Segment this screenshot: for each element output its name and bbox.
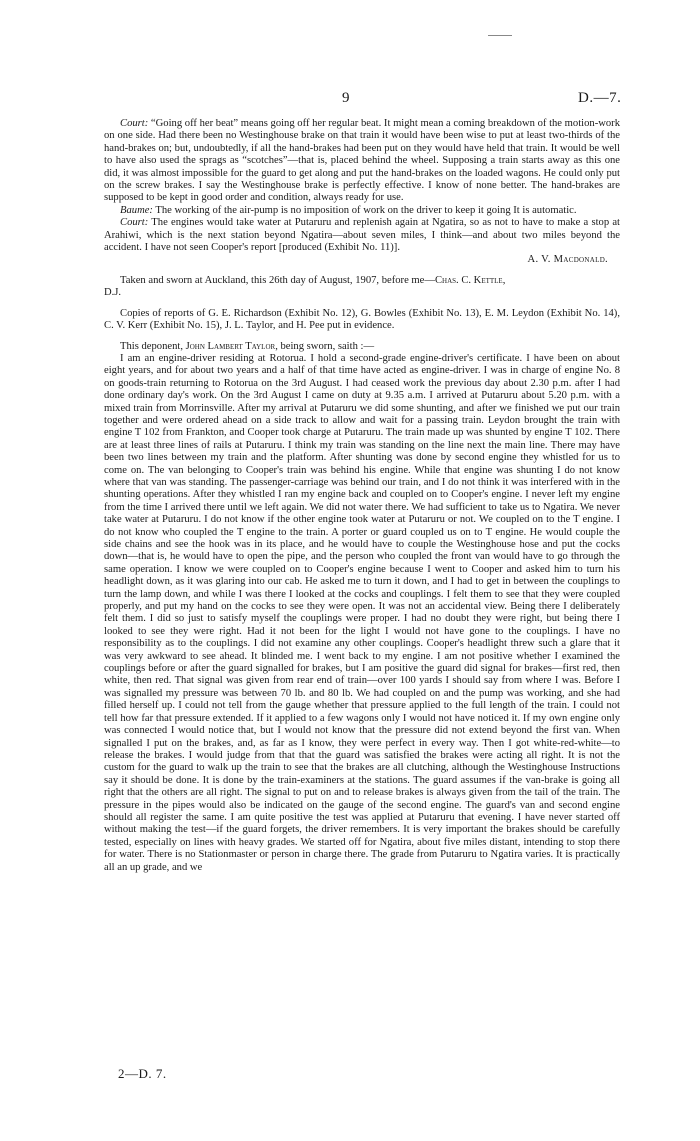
- testimony-paragraph: I am an engine-driver residing at Rotorua. I hold a second-grade engine-driver's certificate. I have been on about eight years, and for about two years and a half of that time have acted as engine-driver. I was in charge of engine No. 8 on goods-train returning to Rotorua on the 3rd August. I had ceased work the previous day about 2.30 p.m. after I had done ordinary day's work. On the 3rd August I came on duty at 9.35 a.m. I arrived at Putaruru about 5.20 p.m. with a mixed train from Morrinsville. After my arrival at Putaruru we did some shunting, and after we finished we put our train together and were ordered ahead on a side track to allow and wait for a passing train. Leydon brought the train with engine T 102 from Frankton, and Cooper took charge at Putaruru. The train made up was shunted by engine T 102. There are at least three lines of rails at Putaruru. I think my train was standing on the line next the main line. There may have been two lines between my train and the platform. After shunting was done by second engine they whistled for us to come on. The van belonging to Cooper's train was behind his engine. While that engine was shunting I do not know where that van was standing. The passenger-carriage was behind our train, and I do not think it was interfered with in the shunting operations. After they whistled I ran my engine back and coupled on to Cooper's engine. I never left my engine from the time I arrived there until we left again. We did not water there. We had sufficient to take us to Ngatira. We never take water at Putaruru. I do not know if the other engine took water at Putaruru or not. We coupled on to the T engine. I do not know who coupled the T engine to the train. A porter or guard coupled us on to T engine. He would couple the side chains and see the hook was in its place, and he would have to couple the Westinghouse hose and put the cocks down—that is, he would have to open the pipe, and the person who coupled the front van would have to go through the same operation. I know we were coupled on to Cooper's engine because I went to Cooper and asked him to turn his headlight down, as it was glaring into our cab. He asked me to turn it down, and I had to get in between the couplings to turn the lamp down, and while I was there I looked at the cocks and couplings. I felt them to see that they were coupled properly, and put my hand on the cocks to see they were open. It was not an accidental view. Being there I deliberately felt them. I did so just to satisfy myself the couplings were proper. I had no doubt they were right, but being there I looked to see they were right. Had it not been for the light I would not have gone to the couplings. I have no responsibility as to the couplings. I did not examine any other couplings. Cooper's headlight threw such a glare that it was very awkward to see ahead. It blinded me. I went back to my engine. I am not positive whether I examined the couplings before or after the guard signalled for brakes, but I am positive the guard did signal for brakes—first red, then white, then red. That signal was given from rear end of train—over 100 yards I should say from where I was. Before I was signalled my pressure was between 70 lb. and 80 lb. We had coupled on and the pump was working, and she had filled herself up. I could not tell from the gauge whether that pressure applied to the full length of the train. I could not tell how far that pressure extended. If it applied to a few wagons only I would not have noticed it. If my own engine only was connected I would notice that, but I would not know that the pressure did not extend beyond the first van. When signalled I put on the brakes, and, as far as I know, they were perfect in every way. Then I got white-red-white—to release the brakes. I would judge from that that the guard was satisfied the brakes were acting all right. It is not the custom for the guard to walk up the train to see that the brakes are all clutching, although the Westinghouse Instructions say it should be done. It is done by the train-examiners at the stations. The guard assumes if the van-brake is going all right that the others are all right. The signal to put on and to release brakes is always given from the tail of the train. The pressure in the pipes would also be indicated on the gauge of the second engine. The guard's van and second engine should all register the same. I am quite positive the test was applied at Putaruru that evening. I have never started off without making the test—if the guard forgets, the driver remembers. It is very important the brakes should be carefully tested, especially on lines with heavy grades. We started off for Ngatira, about five miles distant, intending to stop there for water. There is no Stationmaster or person in charge there. The grade from Putaruru to Ngatira varies. It is practically all an up grade, and we: [104, 352, 620, 873]
- speaker-label: Court:: [120, 217, 149, 229]
- baume-paragraph: Baume: The working of the air-pump is no imposition of work on the driver to keep it going It is automatic.: [120, 204, 577, 216]
- exhibits-paragraph: Copies of reports of G. E. Richardson (Exhibit No. 12), G. Bowles (Exhibit No. 13), E. M. Leydon (Exhibit No. 14), C. V. Kerr (Exhibit No. 15), J. L. Taylor, and H. Pee put in evidence.: [104, 307, 620, 332]
- magistrate-title: D.J.: [104, 287, 122, 299]
- document-reference: D.—7.: [578, 90, 622, 106]
- body-text: [104, 118, 620, 874]
- deponent-intro: This deponent, John Lambert Taylor, being sworn, saith :—: [120, 340, 375, 352]
- speaker-label: Baume:: [120, 204, 153, 216]
- court-paragraph-1: Court: “Going off her beat” means going off her regular beat. It might mean a coming breakdown of the motion-work on one side. Had there been no Westinghouse brake on that train it would have been wise to put at least two-thirds of the hand-brakes on; but, undoubtedly, if all the hand-brakes had been put on they would have held that train. It would be well to have also used the sprags as “scotches”—that is, placed behind the wheel. Supposing a train starts away as this one did, it was almost impossible for the guard to get along and put the hand-brakes on the loaded wagons. He could only put on the screw brakes. I say the Westinghouse brake is perfectly effective. I know of none better. The hand-brakes are supposed to be kept in good order and condition, always ready for use.: [104, 118, 620, 204]
- court-paragraph-2: Court: The engines would take water at Putaruru and replenish again at Ngatira, so as not to have to make a stop at Arahiwi, which is the next station beyond Ngatira—about seven miles, I think—and about two miles beyond the accident. I have not seen Cooper's report [produced (Exhibit No. 11)]. A. V. Macdonald.: [104, 217, 620, 266]
- page-number: 9: [342, 90, 350, 106]
- jurat-paragraph: Taken and sworn at Auckland, this 26th day of August, 1907, before me—Chas. C. Kettle, D.J.: [104, 274, 506, 299]
- deponent-name: John Lambert Taylor: [185, 340, 276, 352]
- magistrate-name: Chas. C. Kettle,: [434, 274, 506, 286]
- top-rule: [488, 35, 512, 36]
- speaker-label: Court:: [120, 118, 149, 129]
- signature-mark: 2—D. 7.: [118, 1066, 167, 1081]
- witness-signature: A. V. Macdonald.: [527, 254, 608, 266]
